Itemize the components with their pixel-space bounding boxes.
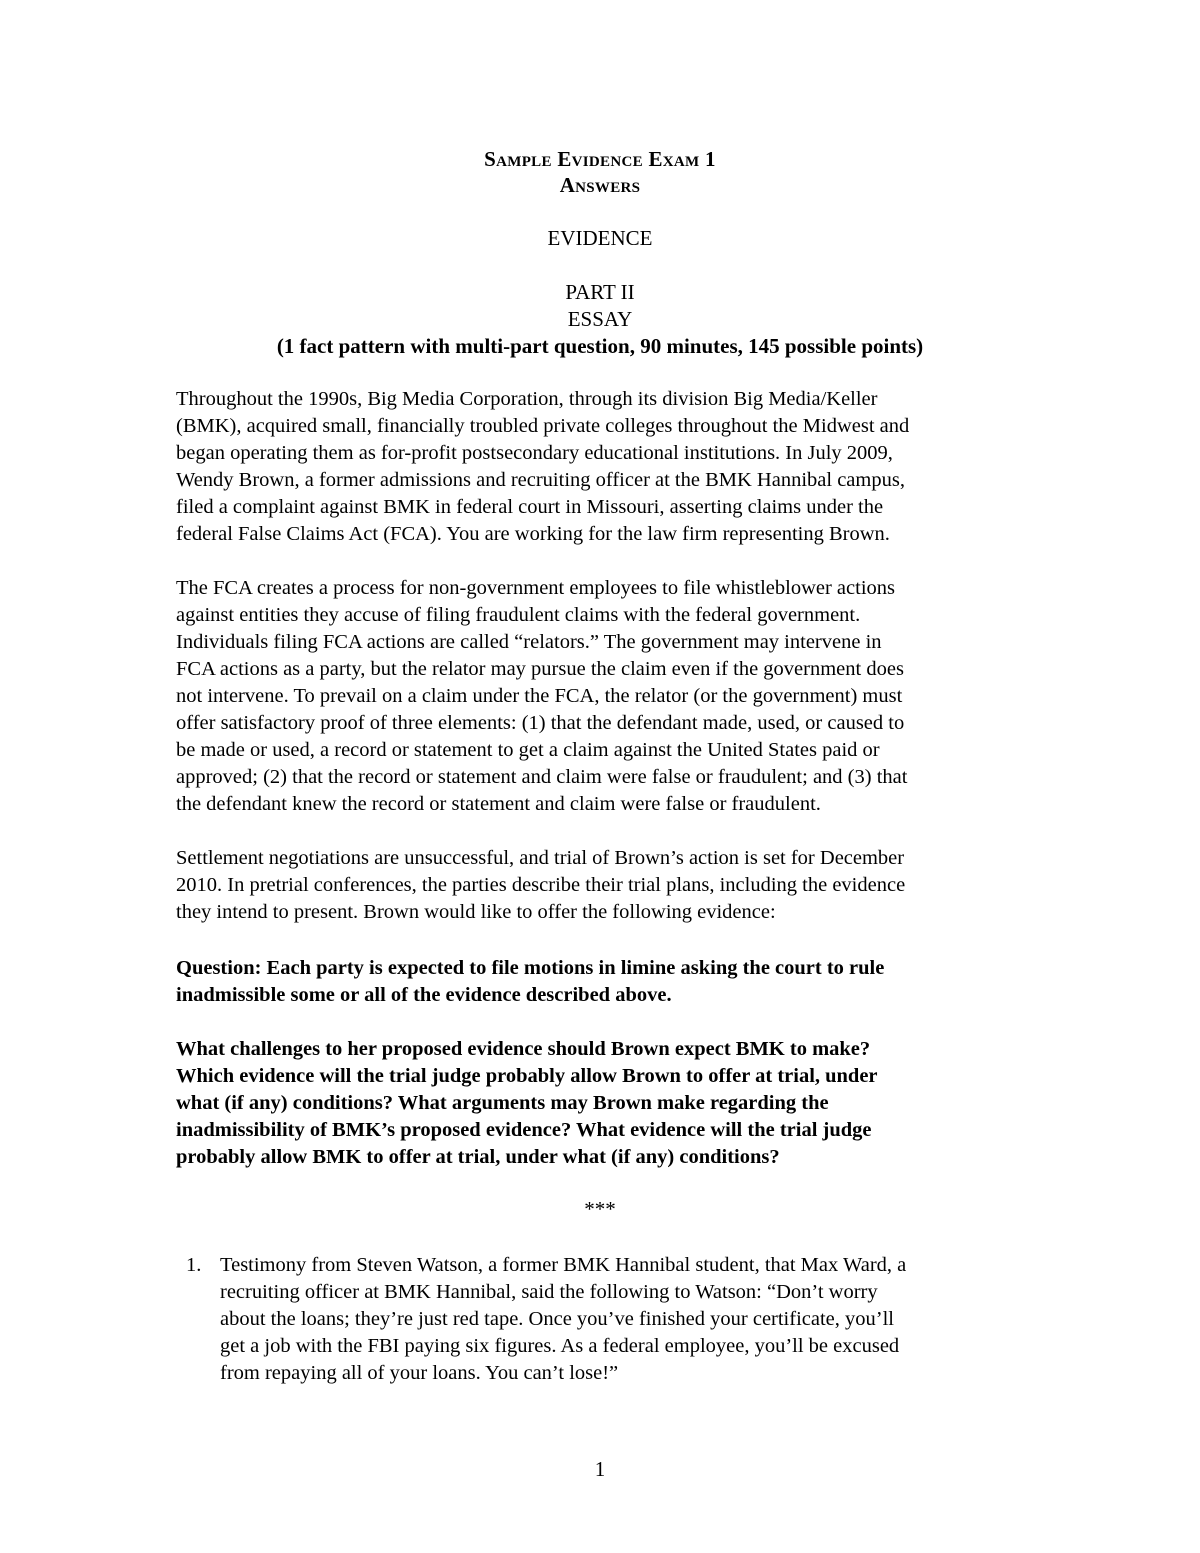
paragraph-line: Settlement negotiations are unsuccessful, and trial of Brown’s action is set for December <box>176 847 905 869</box>
question-line: Question: Each party is expected to file motions in limine asking the court to rule <box>176 957 885 979</box>
list-item-line: recruiting officer at BMK Hannibal, said the following to Watson: “Don’t worry <box>220 1281 878 1303</box>
list-item-line: Testimony from Steven Watson, a former BMK Hannibal student, that Max Ward, a <box>220 1254 907 1276</box>
question-line: inadmissible some or all of the evidence described above. <box>176 984 672 1006</box>
question-line: inadmissibility of BMK’s proposed evidence? What evidence will the trial judge <box>176 1119 872 1141</box>
paragraph-line: filed a complaint against BMK in federal court in Missouri, asserting claims under the <box>176 496 884 518</box>
paragraph-background <box>176 386 1076 548</box>
list-item <box>176 1252 1076 1392</box>
list-item-line: get a job with the FBI paying six figures. As a federal employee, you’ll be excused <box>220 1335 900 1357</box>
paragraph-line: (BMK), acquired small, financially troubled private colleges throughout the Midwest and <box>176 415 910 437</box>
paragraph-line: approved; (2) that the record or statement and claim were false or fraudulent; and (3) that <box>176 766 908 788</box>
part-heading: PART II <box>565 280 635 304</box>
question-line: Which evidence will the trial judge probably allow Brown to offer at trial, under <box>176 1065 878 1087</box>
paragraph-line: not intervene. To prevail on a claim under the FCA, the relator (or the government) must <box>176 685 903 707</box>
instructions: (1 fact pattern with multi-part question, 90 minutes, 145 possible points) <box>276 334 924 358</box>
list-item-line: about the loans; they’re just red tape. Once you’ve finished your certificate, you’ll <box>220 1308 894 1330</box>
list-item-line: from repaying all of your loans. You can’t lose!” <box>220 1362 619 1384</box>
paragraph-line: they intend to present. Brown would like to offer the following evidence: <box>176 901 776 923</box>
paragraph-line: against entities they accuse of filing fraudulent claims with the federal government. <box>176 604 861 626</box>
paragraph-line: 2010. In pretrial conferences, the parties describe their trial plans, including the evidence <box>176 874 906 896</box>
paragraph-settlement <box>176 845 1076 926</box>
question-line: probably allow BMK to offer at trial, under what (if any) conditions? <box>176 1146 780 1168</box>
paragraph-line: federal False Claims Act (FCA). You are working for the law firm representing Brown. <box>176 523 890 545</box>
list-item-number: 1. <box>186 1254 202 1276</box>
paragraph-line: began operating them as for-profit postsecondary educational institutions. In July 2009, <box>176 442 893 464</box>
question-line: What challenges to her proposed evidence should Brown expect BMK to make? <box>176 1038 871 1060</box>
list-item-body <box>220 1252 906 1387</box>
paragraph-line: offer satisfactory proof of three elements: (1) that the defendant made, used, or caused to <box>176 712 905 734</box>
paragraph-line: the defendant knew the record or statement and claim were false or fraudulent. <box>176 793 821 815</box>
question-subparts <box>176 1036 1076 1171</box>
paragraph-line: The FCA creates a process for non-government employees to file whistleblower actions <box>176 577 896 599</box>
paragraph-line: Individuals filing FCA actions are called “relators.” The government may intervene in <box>176 631 882 653</box>
section-heading: ESSAY <box>567 307 633 331</box>
exam-title: Sample Evidence Exam 1 <box>484 147 716 171</box>
subject-heading: EVIDENCE <box>547 226 653 250</box>
paragraph-line: Wendy Brown, a former admissions and recruiting officer at the BMK Hannibal campus, <box>176 469 905 491</box>
paragraph-fca <box>176 575 1076 818</box>
exam-subtitle: Answers <box>559 173 641 197</box>
page-number: 1 <box>594 1457 606 1481</box>
paragraph-line: Throughout the 1990s, Big Media Corporation, through its division Big Media/Keller <box>176 388 878 410</box>
question-prompt <box>176 955 1076 1009</box>
section-separator: *** <box>584 1197 616 1221</box>
paragraph-line: be made or used, a record or statement to get a claim against the United States paid or <box>176 739 880 761</box>
question-line: what (if any) conditions? What arguments may Brown make regarding the <box>176 1092 829 1114</box>
paragraph-line: FCA actions as a party, but the relator may pursue the claim even if the government does <box>176 658 904 680</box>
